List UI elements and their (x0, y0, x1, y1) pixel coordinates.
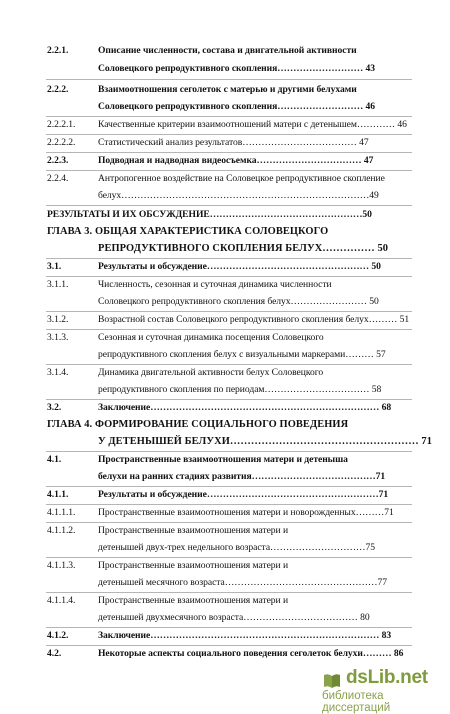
toc-entry-title: Возрастной состав Соловецкого репродуктивного скопления белух……… 51 (98, 314, 410, 325)
toc-number: 4.1.1.1. (47, 507, 76, 518)
toc-number: 2.2.2.2. (47, 137, 76, 148)
toc-number: 3.1.2. (47, 314, 69, 325)
toc-number: 4.1.1.4. (47, 595, 76, 606)
watermark-tagline: библиотека диссертаций (322, 690, 391, 714)
toc-number: 4.2. (47, 648, 62, 659)
toc-entry-title: Качественные критерии взаимоотношений матери с детенышем………… 46 (98, 119, 407, 130)
toc-number: 2.2.4. (47, 173, 69, 184)
toc-chapter-heading: ГЛАВА 4. ФОРМИРОВАНИЕ СОЦИАЛЬНОГО ПОВЕДЕНИЯ (47, 419, 349, 430)
row-divider (46, 116, 412, 117)
toc-entry-title: детенышей двух-трех недельного возраста…………………………75 (98, 542, 375, 553)
row-divider (46, 504, 412, 505)
toc-number: 4.1. (47, 454, 62, 465)
toc-entry-title: белухи на ранних стадиях развития…………………………………71 (98, 471, 386, 482)
toc-entry-title: Соловецкого репродуктивного скопления……………………… 46 (98, 101, 375, 112)
toc-number: 2.2.2.1. (47, 119, 76, 130)
toc-number: 3.2. (47, 402, 62, 413)
toc-number: 3.1.1. (47, 279, 69, 290)
toc-entry-title: репродуктивного скопления белух с визуальными маркерами……… 57 (98, 349, 386, 360)
toc-section-heading: РЕЗУЛЬТАТЫ И ИХ ОБСУЖДЕНИЕ…………………………………………50 (47, 209, 372, 220)
row-divider (46, 329, 412, 330)
row-divider (46, 557, 412, 558)
toc-entry-title: детенышей месячного возраста…………………………………………77 (98, 577, 387, 588)
row-divider (46, 205, 412, 206)
toc-number: 2.2.1. (47, 45, 69, 56)
row-divider (46, 134, 412, 135)
toc-entry-title: Описание численности, состава и двигательной активности (98, 45, 357, 56)
toc-number: 4.1.1. (47, 489, 69, 500)
row-divider (46, 627, 412, 628)
toc-entry-title: Статистический анализ результатов……………………………… 47 (98, 137, 369, 148)
toc-entry-title: Пространственные взаимоотношения матери и (98, 595, 289, 606)
toc-number: 4.1.2. (47, 630, 69, 641)
toc-entry-title: Динамика двигательной активности белух Соловецкого (98, 367, 324, 378)
row-divider (46, 486, 412, 487)
row-divider (46, 258, 412, 259)
book-icon (322, 671, 342, 691)
toc-number: 4.1.1.3. (47, 560, 76, 571)
toc-number: 3.1.4. (47, 367, 69, 378)
toc-number: 2.2.2. (47, 84, 69, 95)
toc-entry-title: Подводная и надводная видеосъемка…………………………… 47 (98, 155, 374, 166)
toc-chapter-heading: РЕПРОДУКТИВНОГО СКОПЛЕНИЯ БЕЛУХ…………… 50 (98, 243, 389, 254)
toc-chapter-heading: У ДЕТЕНЫШЕЙ БЕЛУХИ……………………………………………… 71 (98, 436, 433, 447)
toc-entry-title: белух……………………………………………………………………49 (98, 190, 379, 201)
row-divider (46, 79, 412, 80)
toc-entry-title: Заключение……………………………………………………………… 83 (98, 630, 392, 641)
row-divider (46, 522, 412, 523)
toc-entry-title: Результаты и обсуждение………………………………………………71 (98, 489, 389, 500)
toc-entry-title: Пространственные взаимоотношения матери и детеныша (98, 454, 348, 465)
toc-entry-title: Пространственные взаимоотношения матери и новорожденных………71 (98, 507, 394, 518)
toc-entry-title: Заключение……………………………………………………………… 68 (98, 402, 392, 413)
toc-entry-title: репродуктивного скопления по периодам…………………………… 58 (98, 384, 382, 395)
toc-number: 2.2.3. (47, 155, 69, 166)
toc-number: 3.1. (47, 261, 62, 272)
toc-entry-title: детенышей двухмесячного возраста……………………………… 80 (98, 612, 370, 623)
row-divider (46, 451, 412, 452)
row-divider (46, 276, 412, 277)
row-divider (46, 399, 412, 400)
row-divider (46, 170, 412, 171)
row-divider (46, 364, 412, 365)
toc-chapter-heading: ГЛАВА 3. ОБЩАЯ ХАРАКТЕРИСТИКА СОЛОВЕЦКОГО (47, 226, 329, 237)
toc-number: 4.1.1.2. (47, 525, 76, 536)
toc-entry-title: Соловецкого репродуктивного скопления……………………… 43 (98, 63, 375, 74)
toc-entry-title: Пространственные взаимоотношения матери и (98, 525, 289, 536)
toc-entry-title: Соловецкого репродуктивного скопления белух…………………… 50 (98, 296, 379, 307)
toc-entry-title: Антропогенное воздействие на Соловецкое репродуктивное скопление (98, 173, 385, 184)
toc-entry-title: Результаты и обсуждение…………………………………………… 50 (98, 261, 381, 272)
row-divider (46, 152, 412, 153)
row-divider (46, 311, 412, 312)
toc-entry-title: Некоторые аспекты социального поведения сеголеток белухи……… 86 (98, 648, 404, 659)
row-divider (46, 645, 412, 646)
toc-entry-title: Взаимоотношения сеголеток с матерью и другими белухами (98, 84, 357, 95)
toc-entry-title: Численность, сезонная и суточная динамика численности (98, 279, 332, 290)
toc-entry-title: Сезонная и суточная динамика посещения Соловецкого (98, 332, 324, 343)
toc-number: 3.1.3. (47, 332, 69, 343)
watermark-brand[interactable]: dsLib.net (346, 667, 428, 688)
row-divider (46, 592, 412, 593)
toc-entry-title: Пространственные взаимоотношения матери и (98, 560, 289, 571)
